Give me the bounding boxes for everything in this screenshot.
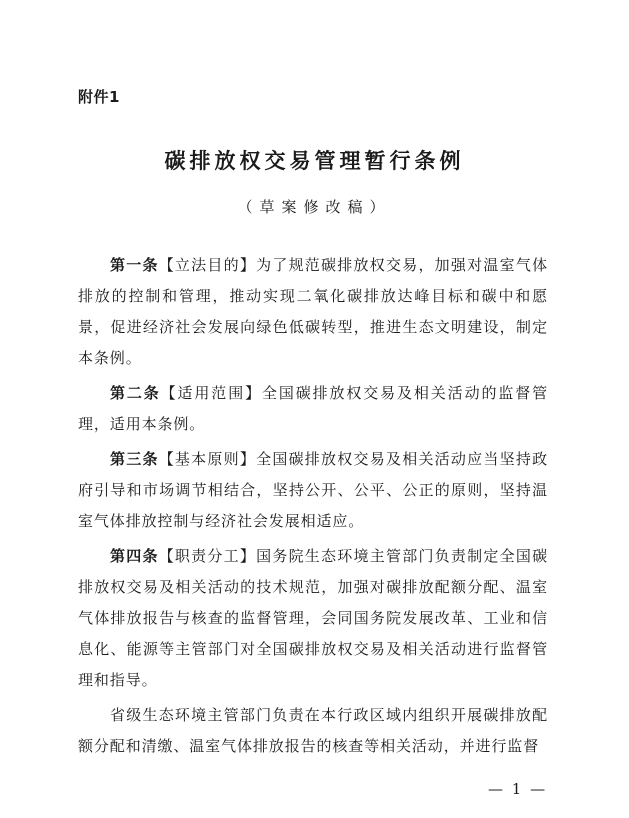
article-heading: 【立法目的】	[158, 256, 257, 274]
article-text: 全国碳排放权交易及相关活动应当坚持政府引导和市场调节相结合，坚持公开、公平、公正的原则，坚持温室气体排放控制与经济社会发展相适应。	[78, 450, 548, 530]
article-heading: 【职责分工】	[158, 547, 257, 565]
article-text: 全国碳排放权交易及相关活动的监督管理，适用本条例。	[78, 384, 549, 433]
page-number: — 1 —	[488, 780, 548, 798]
article-text: 为了规范碳排放权交易，加强对温室气体排放的控制和管理，推动实现二氧化碳排放达峰目标和碳中和愿景，促进经济社会发展向绿色低碳转型，推进生态文明建设，制定本条例。	[78, 256, 548, 367]
article-number: 第三条	[110, 450, 159, 468]
article-3	[78, 444, 548, 537]
article-number: 第二条	[110, 384, 161, 402]
document-subtitle: （草案修改稿）	[237, 198, 392, 216]
continuation-paragraph: 省级生态环境主管部门负责在本行政区域内组织开展碳排放配额分配和清缴、温室气体排放报告的核查等相关活动，并进行监督	[78, 706, 548, 755]
article-1	[78, 250, 548, 374]
document-title: 碳排放权交易管理暂行条例	[164, 149, 465, 173]
article-number: 第一条	[110, 256, 159, 274]
document-body	[78, 250, 548, 766]
attachment-label: 附件1	[78, 88, 120, 106]
article-2	[78, 378, 548, 440]
article-text: 国务院生态环境主管部门负责制定全国碳排放权交易及相关活动的技术规范，加强对碳排放配额分配、温室气体排放报告与核查的监督管理，会同国务院发展改革、工业和信息化、能源等主管部门对全国碳排放权交易及相关活动进行监督管理和指导。	[78, 547, 548, 689]
article-number: 第四条	[110, 547, 159, 565]
article-heading: 【适用范围】	[160, 384, 262, 402]
article-4	[78, 541, 548, 696]
article-heading: 【基本原则】	[158, 450, 257, 468]
